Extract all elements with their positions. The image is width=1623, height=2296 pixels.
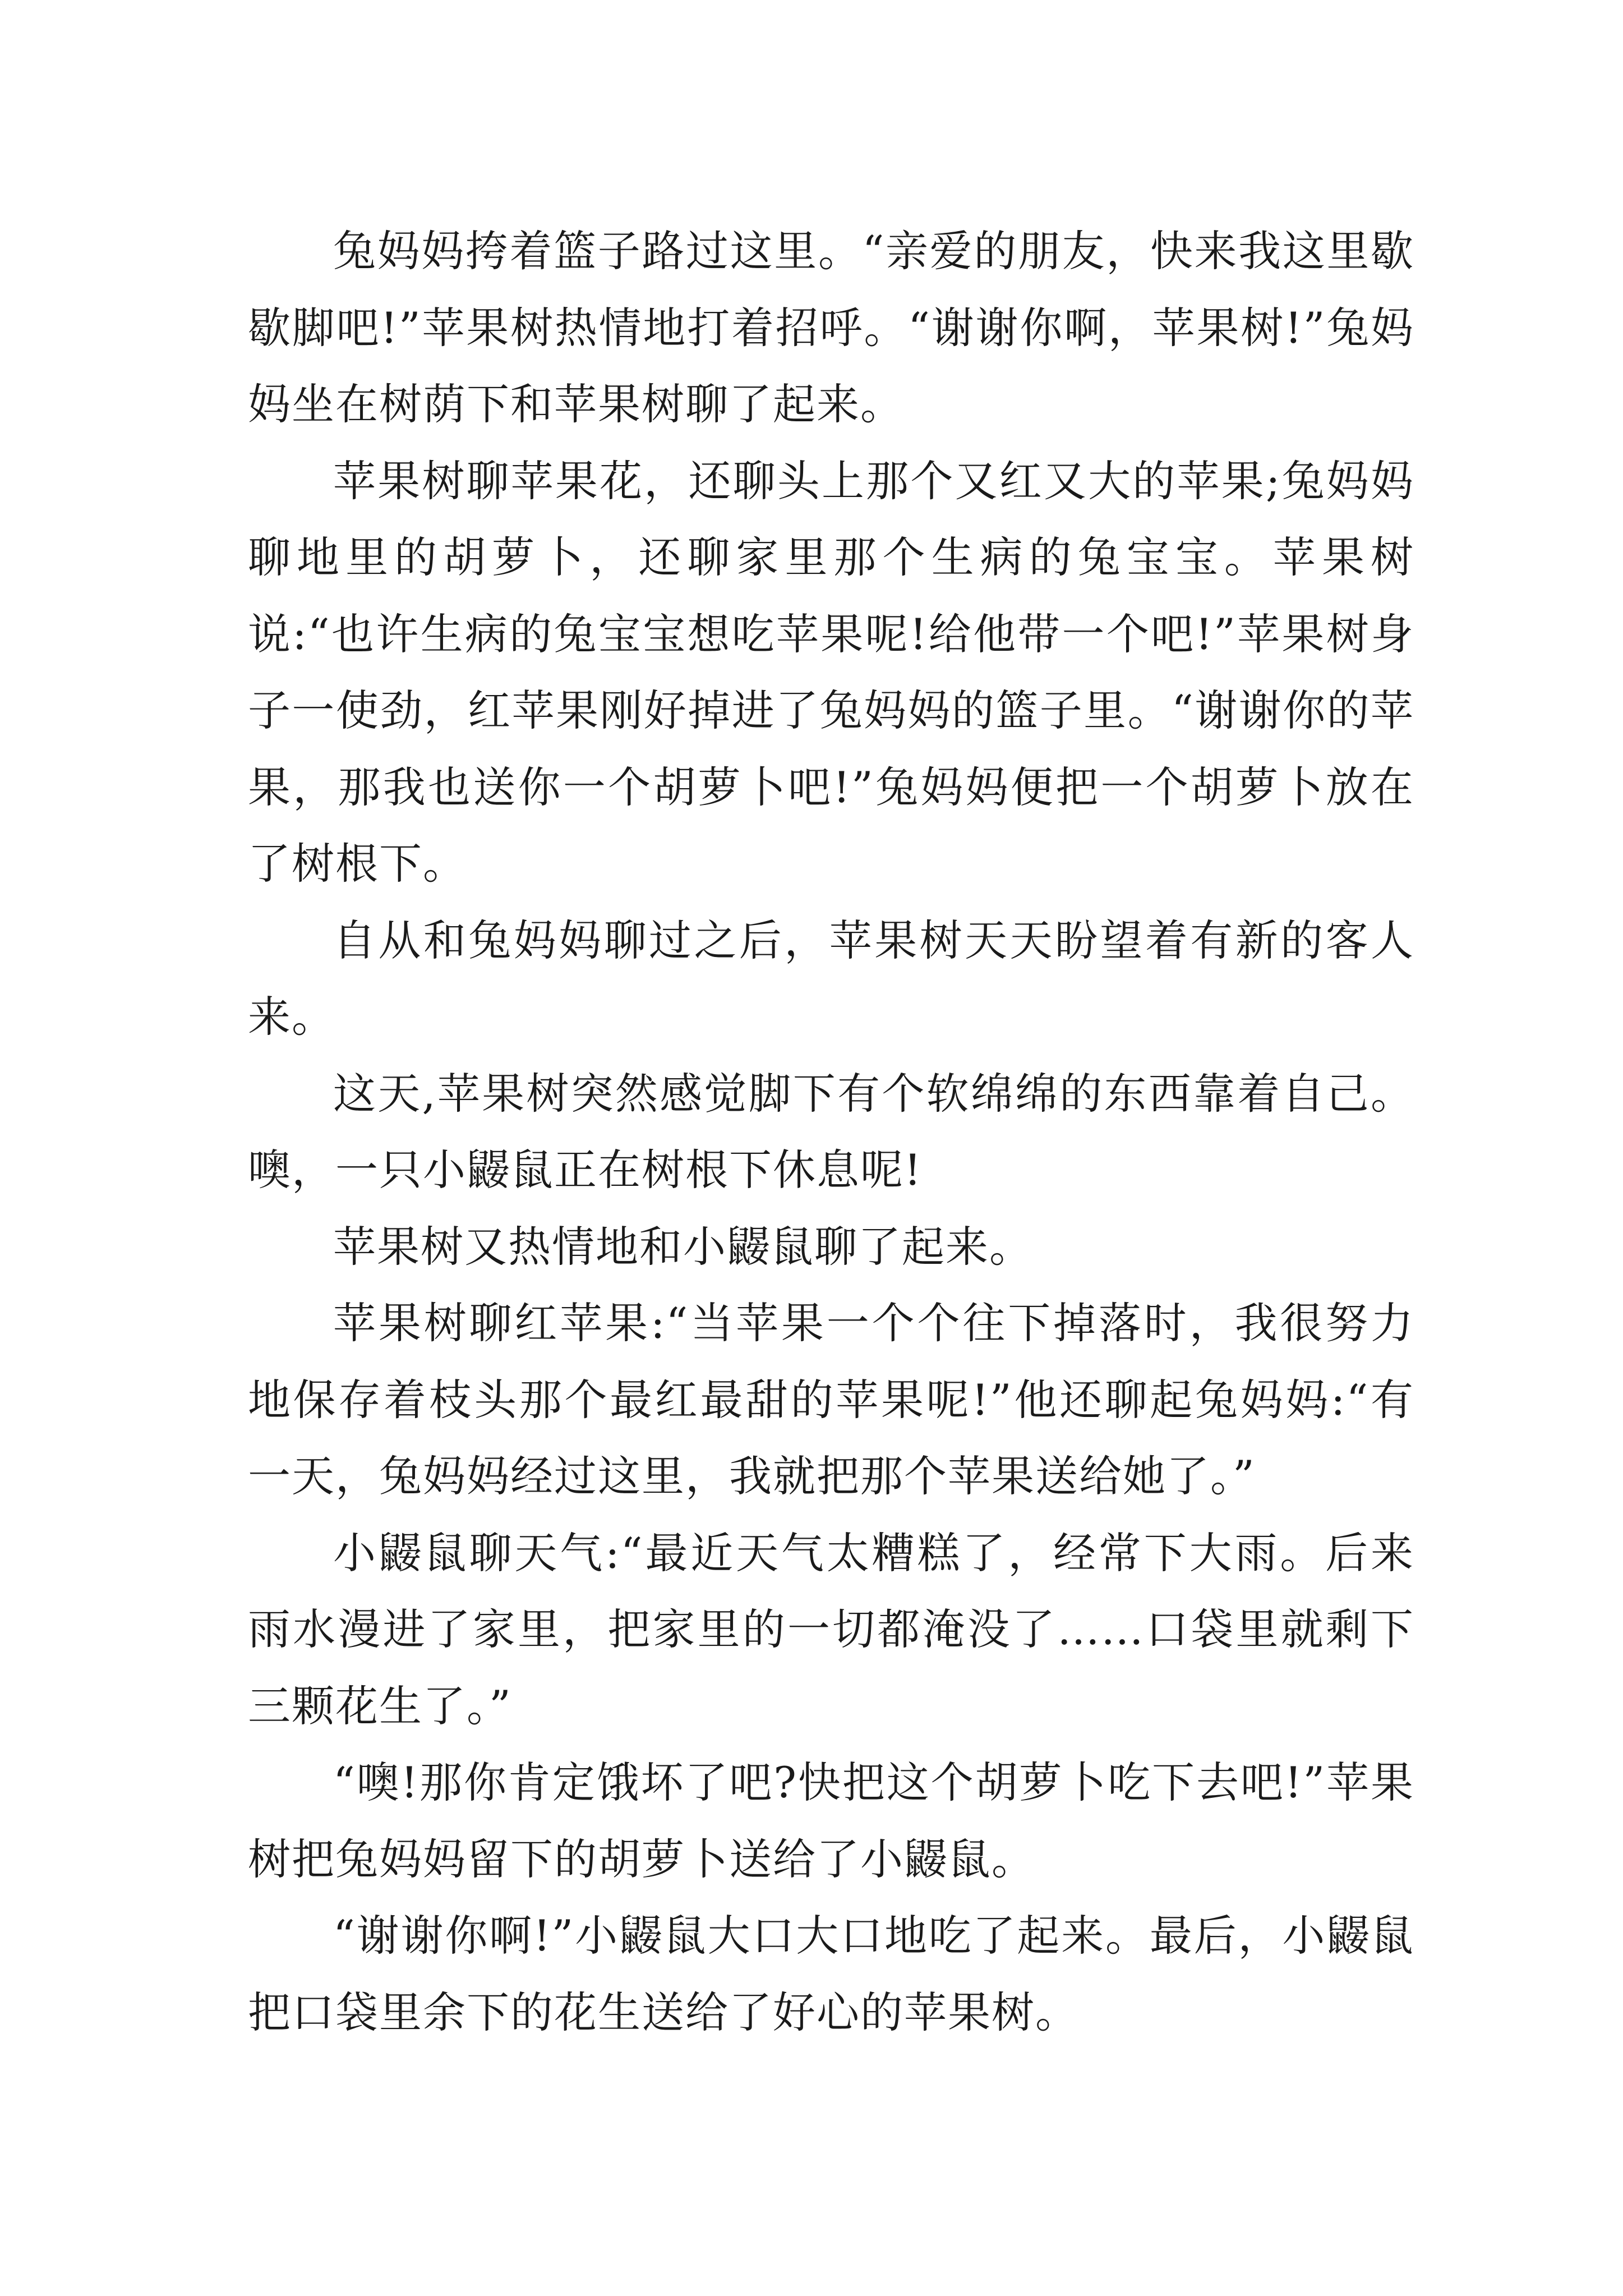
story-text xyxy=(248,213,1414,2051)
paragraph-4: 这天,苹果树突然感觉脚下有个软绵绵的东西靠着自己。噢，一只小鼹鼠正在树根下休息呢! xyxy=(248,1068,1414,1195)
paragraph-7: 小鼹鼠聊天气:“最近天气太糟糕了，经常下大雨。后来雨水漫进了家里，把家里的一切都淹没了……口袋里就剩下三颗花生了。” xyxy=(248,1527,1414,1731)
paragraph-8: “噢!那你肯定饿坏了吧?快把这个胡萝卜吃下去吧!”苹果树把兔妈妈留下的胡萝卜送给了小鼹鼠。 xyxy=(248,1757,1414,1884)
paragraph-3: 自从和兔妈妈聊过之后，苹果树天天盼望着有新的客人来。 xyxy=(248,915,1414,1042)
paragraph-2: 苹果树聊苹果花，还聊头上那个又红又大的苹果;兔妈妈聊地里的胡萝卜，还聊家里那个生病的兔宝宝。苹果树说:“也许生病的兔宝宝想吃苹果呢!给他带一个吧!”苹果树身子一使劲，红苹果刚好掉进了兔妈妈的篮子里。“谢谢你的苹果，那我也送你一个胡萝卜吧!”兔妈妈便把一个胡萝卜放在了树根下。 xyxy=(248,455,1414,889)
paragraph-9: “谢谢你啊!”小鼹鼠大口大口地吃了起来。最后，小鼹鼠把口袋里余下的花生送给了好心的苹果树。 xyxy=(248,1911,1414,2037)
paragraph-6: 苹果树聊红苹果:“当苹果一个个往下掉落时，我很努力地保存着枝头那个最红最甜的苹果呢!”他还聊起兔妈妈:“有一天，兔妈妈经过这里，我就把那个苹果送给她了。” xyxy=(248,1298,1414,1501)
paragraph-5: 苹果树又热情地和小鼹鼠聊了起来。 xyxy=(333,1221,1033,1272)
paragraph-1: 兔妈妈挎着篮子路过这里。“亲爱的朋友，快来我这里歇歇脚吧!”苹果树热情地打着招呼。“谢谢你啊，苹果树!”兔妈妈坐在树荫下和苹果树聊了起来。 xyxy=(248,226,1414,429)
